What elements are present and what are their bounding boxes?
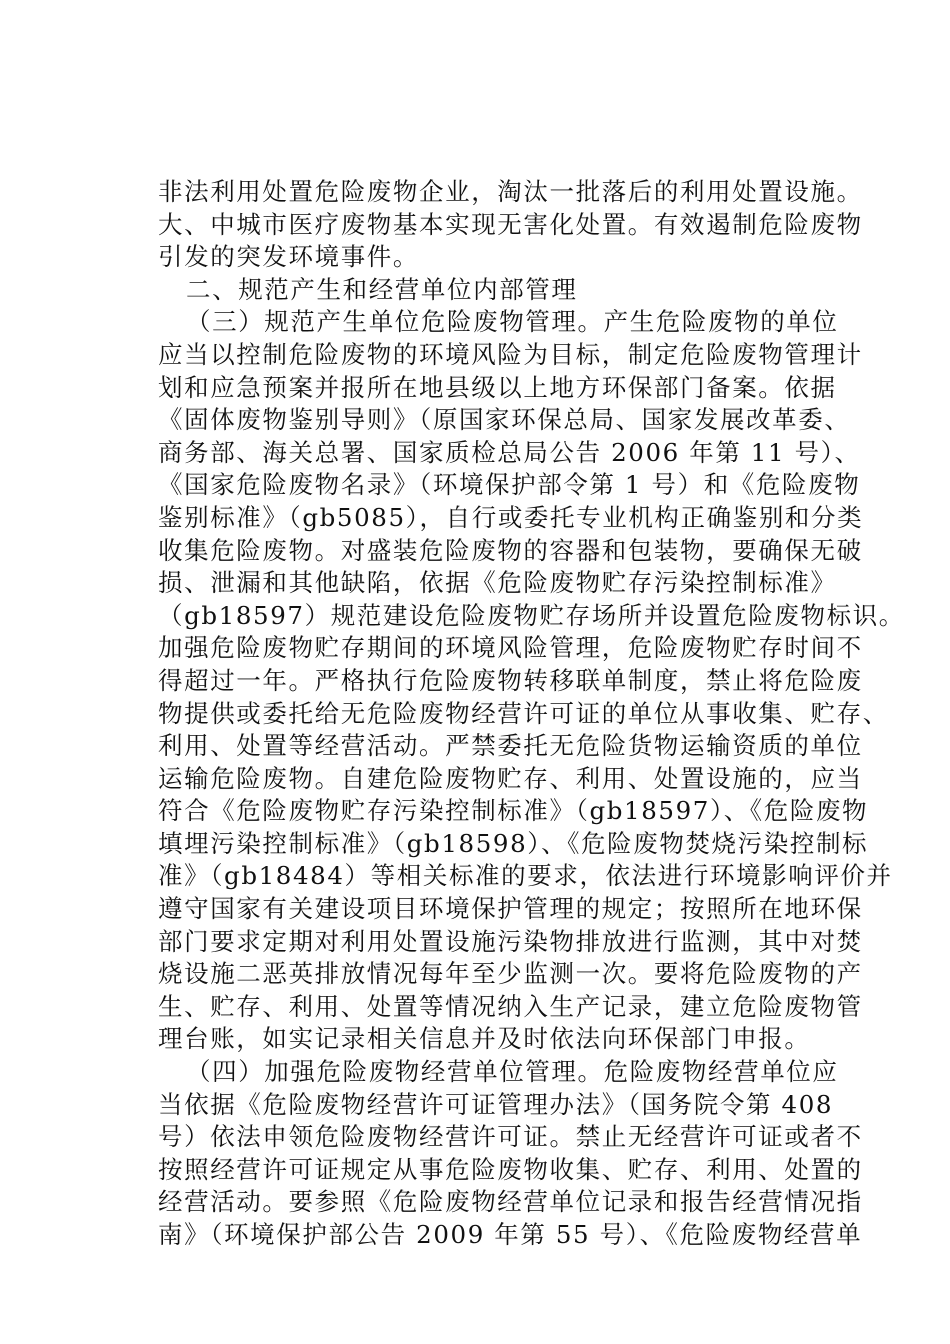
text-line: 得超过一年。严格执行危险废物转移联单制度，禁止将危险废 bbox=[158, 665, 863, 695]
text-line: 划和应急预案并报所在地县级以上地方环保部门备案。依据 bbox=[158, 372, 837, 402]
text-line: 商务部、海关总署、国家质检总局公告 2006 年第 11 号）、 bbox=[158, 437, 861, 467]
text-line: 遵守国家有关建设项目环境保护管理的规定；按照所在地环保 bbox=[158, 894, 863, 924]
text-line: 《国家危险废物名录》（环境保护部令第 1 号）和《危险废物 bbox=[158, 470, 861, 500]
text-line: 应当以控制危险废物的环境风险为目标，制定危险废物管理计 bbox=[158, 339, 863, 369]
text-line: 大、中城市医疗废物基本实现无害化处置。有效遏制危险废物 bbox=[158, 209, 863, 239]
paragraph-start-line: （三）规范产生单位危险废物管理。产生危险废物的单位 bbox=[186, 307, 839, 337]
text-line: 当依据《危险废物经营许可证管理办法》（国务院令第 408 bbox=[158, 1089, 834, 1119]
text-line: 损、泄漏和其他缺陷，依据《危险废物贮存污染控制标准》 bbox=[158, 568, 837, 598]
text-line: 经营活动。要参照《危险废物经营单位记录和报告经营情况指 bbox=[158, 1187, 863, 1217]
text-line: 运输危险废物。自建危险废物贮存、利用、处置设施的，应当 bbox=[158, 763, 863, 793]
text-line: 物提供或委托给无危险废物经营许可证的单位从事收集、贮存、 bbox=[158, 698, 889, 728]
text-line: 生、贮存、利用、处置等情况纳入生产记录，建立危险废物管 bbox=[158, 991, 863, 1021]
text-line: 准》（gb18484）等相关标准的要求，依法进行环境影响评价并 bbox=[158, 861, 893, 891]
text-line: 非法利用处置危险废物企业，淘汰一批落后的利用处置设施。 bbox=[158, 177, 863, 206]
text-line: 加强危险废物贮存期间的环境风险管理，危险废物贮存时间不 bbox=[158, 633, 863, 663]
text-line: 利用、处置等经营活动。严禁委托无危险货物运输资质的单位 bbox=[158, 731, 863, 761]
text-line: 收集危险废物。对盛装危险废物的容器和包装物，要确保无破 bbox=[158, 535, 863, 565]
text-line: 填埋污染控制标准》（gb18598）、《危险废物焚烧污染控制标 bbox=[158, 828, 869, 858]
text-line: 号）依法申领危险废物经营许可证。禁止无经营许可证或者不 bbox=[158, 1122, 863, 1152]
text-line: 《固体废物鉴别导则》（原国家环保总局、国家发展改革委、 bbox=[158, 405, 851, 435]
document-body bbox=[158, 176, 905, 1252]
text-line: 引发的突发环境事件。 bbox=[158, 242, 419, 272]
text-line: 按照经营许可证规定从事危险废物收集、贮存、利用、处置的 bbox=[158, 1154, 863, 1184]
text-line: 符合《危险废物贮存污染控制标准》（gb18597）、《危险废物 bbox=[158, 796, 869, 826]
text-line: 部门要求定期对利用处置设施污染物排放进行监测，其中对焚 bbox=[158, 926, 863, 956]
text-line: 南》（环境保护部公告 2009 年第 55 号）、《危险废物经营单 bbox=[158, 1220, 863, 1249]
paragraph-start-line: （四）加强危险废物经营单位管理。危险废物经营单位应 bbox=[186, 1057, 839, 1087]
text-line: （gb18597）规范建设危险废物贮存场所并设置危险废物标识。 bbox=[158, 600, 905, 630]
text-line: 烧设施二恶英排放情况每年至少监测一次。要将危险废物的产 bbox=[158, 959, 863, 989]
section-heading: 二、规范产生和经营单位内部管理 bbox=[186, 274, 578, 304]
text-line: 理台账，如实记录相关信息并及时依法向环保部门申报。 bbox=[158, 1024, 811, 1054]
text-line: 鉴别标准》（gb5085），自行或委托专业机构正确鉴别和分类 bbox=[158, 502, 864, 532]
